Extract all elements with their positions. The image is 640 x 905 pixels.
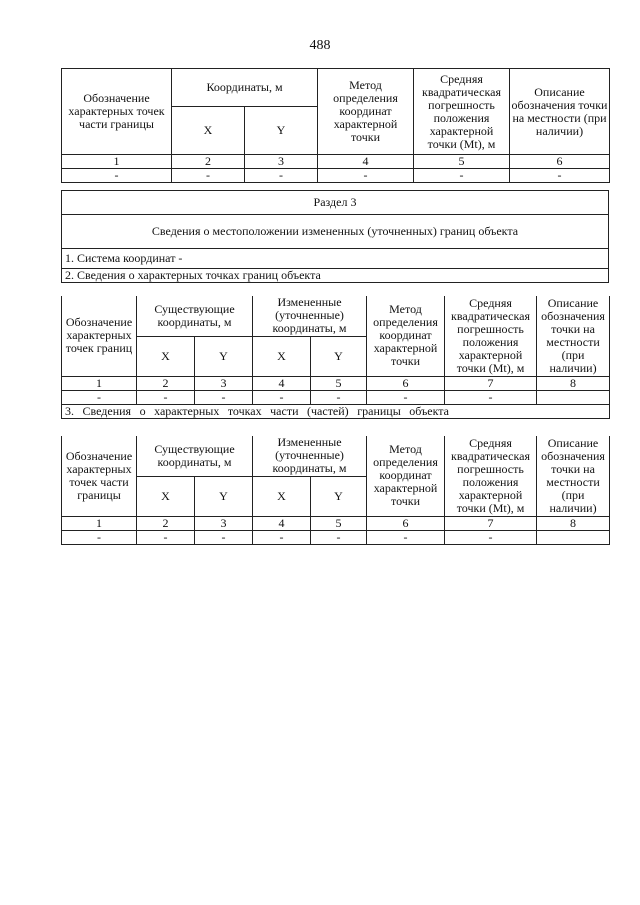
column-numbers-row — [62, 376, 610, 390]
header-error: Средняя квадратическая погрешность положения характерной точки (Mt), м — [445, 436, 537, 516]
column-number: 3 — [245, 155, 318, 169]
table-cell: - — [367, 530, 445, 544]
table-cell — [537, 530, 610, 544]
table-cell: - — [137, 530, 195, 544]
column-number: 7 — [445, 376, 537, 390]
column-number: 1 — [62, 516, 137, 530]
table-cell: - — [137, 390, 195, 404]
column-number: 3 — [195, 516, 253, 530]
column-number: 7 — [445, 516, 537, 530]
block3-title: 3. Сведения о характерных точках части (частей) границы объекта — [62, 404, 610, 418]
table-cell: - — [253, 530, 311, 544]
table-cell: - — [195, 530, 253, 544]
section-title: Раздел 3 — [62, 191, 609, 215]
column-number: 1 — [62, 376, 137, 390]
column-number: 6 — [510, 155, 610, 169]
header-y: Y — [195, 336, 253, 376]
coordinate-system: 1. Система координат - — [62, 249, 609, 269]
header-description: Описание обозначения точки на местности (при наличии) — [537, 296, 610, 376]
column-number: 4 — [253, 376, 311, 390]
table-cell: - — [318, 169, 414, 183]
table-cell: - — [414, 169, 510, 183]
header-x: X — [172, 107, 245, 155]
header-designation: Обозначение характерных точек части границы — [62, 69, 172, 155]
table-cell: - — [510, 169, 610, 183]
block2-title: 2. Сведения о характерных точках границ объекта — [62, 269, 609, 283]
table-row — [62, 390, 610, 404]
table-cell: - — [62, 390, 137, 404]
block3-part-boundary-points-table — [61, 436, 610, 545]
table-cell: - — [311, 530, 367, 544]
header-x: X — [253, 336, 311, 376]
header-designation: Обозначение характерных точек границ — [62, 296, 137, 376]
column-number: 6 — [367, 376, 445, 390]
header-designation: Обозначение характерных точек части границы — [62, 436, 137, 516]
table-cell: - — [311, 390, 367, 404]
header-y: Y — [311, 476, 367, 516]
table-row — [62, 169, 610, 183]
table-cell: - — [62, 169, 172, 183]
section-heading-table — [61, 190, 609, 283]
header-existing-coordinates: Существующие координаты, м — [137, 436, 253, 476]
header-y: Y — [195, 476, 253, 516]
column-number: 3 — [195, 376, 253, 390]
table-cell: - — [62, 530, 137, 544]
section-subtitle: Сведения о местоположении измененных (уточненных) границ объекта — [62, 215, 609, 249]
header-x: X — [137, 476, 195, 516]
table-cell — [537, 390, 610, 404]
column-number: 8 — [537, 376, 610, 390]
table-cell: - — [445, 390, 537, 404]
column-number: 8 — [537, 516, 610, 530]
column-number: 2 — [137, 516, 195, 530]
column-number: 2 — [172, 155, 245, 169]
page-number: 488 — [309, 38, 331, 53]
column-number: 1 — [62, 155, 172, 169]
header-y: Y — [245, 107, 318, 155]
table-cell: - — [172, 169, 245, 183]
column-number: 4 — [253, 516, 311, 530]
column-numbers-row — [62, 516, 610, 530]
header-error: Средняя квадратическая погрешность положения характерной точки (Mt), м — [414, 69, 510, 155]
header-changed-coordinates: Измененные (уточненные) координаты, м — [253, 296, 367, 336]
top-coordinates-table — [61, 68, 610, 183]
column-number: 2 — [137, 376, 195, 390]
column-number: 5 — [311, 516, 367, 530]
table-cell: - — [195, 390, 253, 404]
header-y: Y — [311, 336, 367, 376]
header-existing-coordinates: Существующие координаты, м — [137, 296, 253, 336]
column-number: 6 — [367, 516, 445, 530]
header-method: Метод определения координат характерной точки — [318, 69, 414, 155]
table-cell: - — [445, 530, 537, 544]
header-x: X — [253, 476, 311, 516]
header-description: Описание обозначения точки на местности (при наличии) — [537, 436, 610, 516]
header-coordinates: Координаты, м — [172, 69, 318, 107]
table-row — [62, 530, 610, 544]
column-number: 5 — [311, 376, 367, 390]
header-method: Метод определения координат характерной точки — [367, 436, 445, 516]
header-x: X — [137, 336, 195, 376]
column-number: 5 — [414, 155, 510, 169]
table-cell: - — [245, 169, 318, 183]
table-cell: - — [367, 390, 445, 404]
header-error: Средняя квадратическая погрешность положения характерной точки (Mt), м — [445, 296, 537, 376]
block2-boundary-points-table — [61, 296, 610, 419]
header-description: Описание обозначения точки на местности (при наличии) — [510, 69, 610, 155]
header-method: Метод определения координат характерной точки — [367, 296, 445, 376]
table-cell: - — [253, 390, 311, 404]
column-numbers-row — [62, 155, 610, 169]
header-changed-coordinates: Измененные (уточненные) координаты, м — [253, 436, 367, 476]
column-number: 4 — [318, 155, 414, 169]
